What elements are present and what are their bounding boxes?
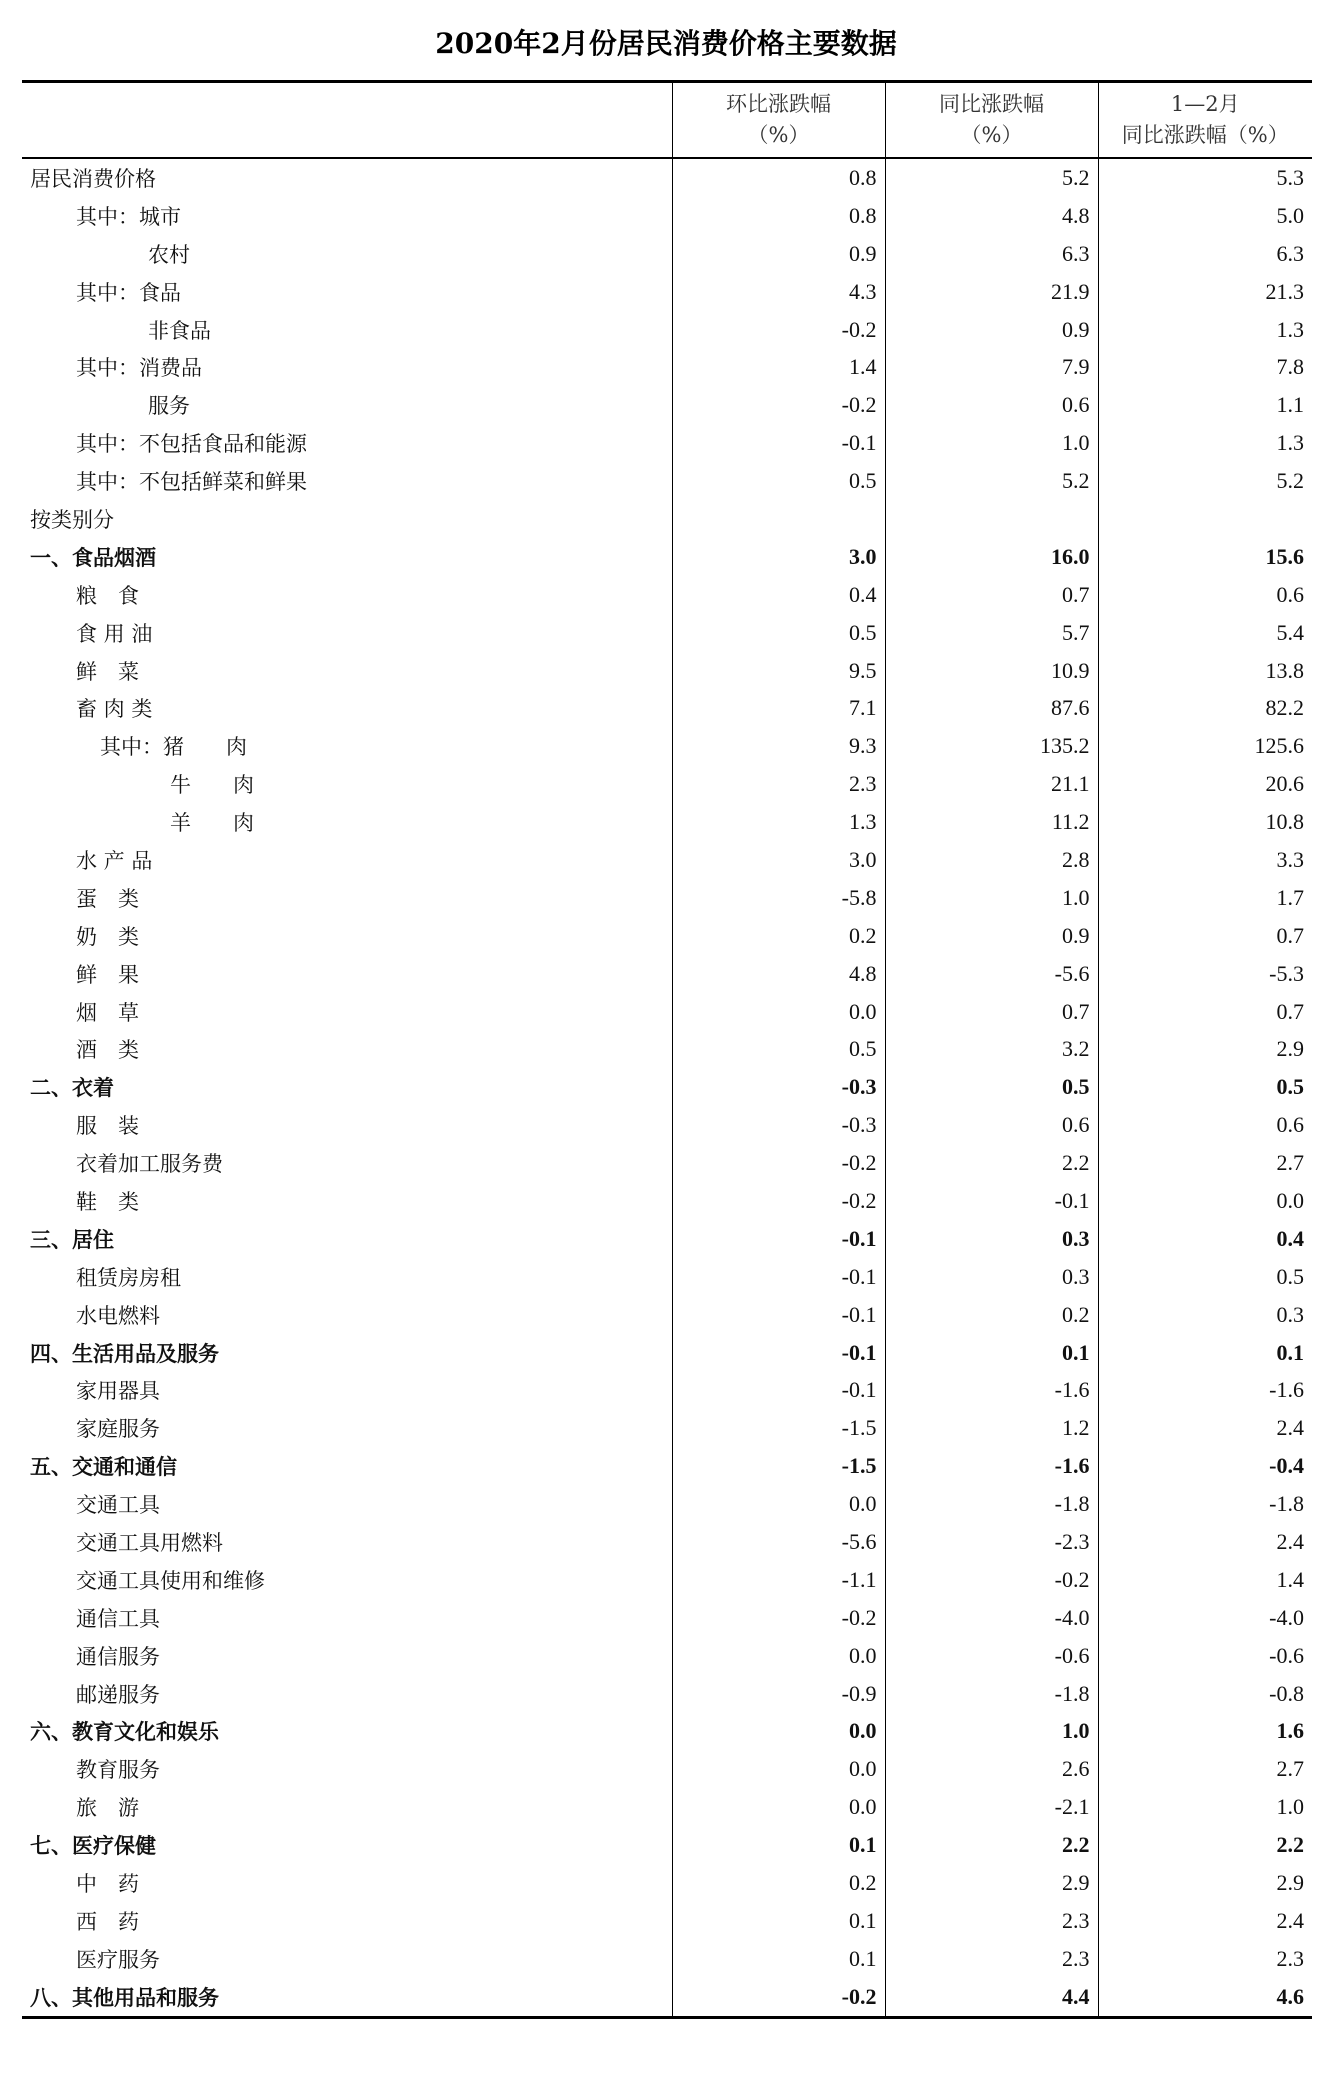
cell-mom: -5.6 (672, 1523, 885, 1561)
header-yoy (885, 82, 1098, 159)
table-row (22, 1940, 1312, 1978)
table-row (22, 386, 1312, 424)
table-row (22, 462, 1312, 500)
row-label: 非食品 (148, 318, 211, 343)
cell-ytd: -0.8 (1098, 1675, 1312, 1713)
cpi-table (22, 80, 1312, 2019)
cell-ytd: 5.2 (1098, 462, 1312, 500)
cell-yoy: 0.3 (885, 1220, 1098, 1258)
cell-yoy: 4.8 (885, 197, 1098, 235)
row-label: 八、其他用品和服务 (22, 1978, 672, 2017)
row-label: 烟 草 (76, 1000, 139, 1025)
row-label: 鞋 类 (76, 1189, 139, 1214)
cell-yoy: 135.2 (885, 727, 1098, 765)
cell-mom: -0.2 (672, 1978, 885, 2017)
cell-mom: -0.1 (672, 424, 885, 462)
cell-ytd: 2.3 (1098, 1940, 1312, 1978)
cell-ytd: 1.3 (1098, 311, 1312, 349)
table-row (22, 1864, 1312, 1902)
row-label: 衣着加工服务费 (76, 1152, 223, 1177)
cell-yoy: 87.6 (885, 689, 1098, 727)
table-row (22, 1485, 1312, 1523)
cell-yoy: 21.9 (885, 273, 1098, 311)
table-row (22, 1220, 1312, 1258)
table-row (22, 1750, 1312, 1788)
row-label: 鲜 菜 (76, 659, 139, 684)
cell-ytd: -1.6 (1098, 1372, 1312, 1410)
cell-yoy: -5.6 (885, 955, 1098, 993)
header-category (22, 82, 672, 159)
cell-ytd: -1.8 (1098, 1485, 1312, 1523)
cell-yoy: 0.9 (885, 917, 1098, 955)
row-label: 交通工具用燃料 (76, 1531, 223, 1555)
row-label: 家庭服务 (76, 1417, 160, 1442)
cell-mom: -0.1 (672, 1334, 885, 1372)
table-row (22, 727, 1312, 765)
header-yoy-label: 同比涨跌幅 (939, 92, 1044, 116)
row-label: 交通工具使用和维修 (76, 1568, 265, 1593)
cell-yoy: 21.1 (885, 765, 1098, 803)
cell-mom: 0.0 (672, 1713, 885, 1751)
cell-ytd: 2.7 (1098, 1144, 1312, 1182)
cell-yoy: -1.8 (885, 1675, 1098, 1713)
cell-yoy: -1.6 (885, 1372, 1098, 1410)
cell-mom: 0.4 (672, 576, 885, 614)
table-row (22, 1788, 1312, 1826)
cell-ytd: 1.7 (1098, 879, 1312, 917)
cell-yoy: 2.2 (885, 1826, 1098, 1864)
cell-ytd: 13.8 (1098, 652, 1312, 690)
row-label: 畜 肉 类 (76, 697, 153, 722)
cell-mom: 1.4 (672, 348, 885, 386)
cell-yoy: -0.6 (885, 1637, 1098, 1675)
row-label: 食 用 油 (76, 621, 153, 646)
table-row (22, 538, 1312, 576)
cell-ytd: 125.6 (1098, 727, 1312, 765)
cell-mom: 0.8 (672, 158, 885, 197)
header-ytd-period: 1—2月 (1170, 92, 1240, 116)
table-row (22, 1447, 1312, 1485)
cell-mom: -5.8 (672, 879, 885, 917)
cell-yoy: 16.0 (885, 538, 1098, 576)
cell-mom: -1.1 (672, 1561, 885, 1599)
row-label: 七、医疗保健 (30, 1833, 156, 1859)
row-label: 粮 食 (76, 583, 139, 608)
table-row (22, 1144, 1312, 1182)
cell-ytd: -0.6 (1098, 1637, 1312, 1675)
table-row (22, 1561, 1312, 1599)
table-row (22, 424, 1312, 462)
cell-yoy: 0.7 (885, 993, 1098, 1031)
row-label: 其中：食品 (76, 280, 181, 305)
cell-mom: 7.1 (672, 689, 885, 727)
row-label: 通信工具 (76, 1606, 160, 1631)
cell-ytd: 0.5 (1098, 1068, 1312, 1106)
cell-yoy: 1.0 (885, 424, 1098, 462)
cell-yoy: 0.7 (885, 576, 1098, 614)
row-label: 按类别分 (30, 507, 114, 532)
cell-mom: 3.0 (672, 841, 885, 879)
row-label: 家用器具 (76, 1379, 160, 1404)
cell-mom: -0.3 (672, 1106, 885, 1144)
cell-ytd: 2.9 (1098, 1864, 1312, 1902)
cell-mom: 2.3 (672, 765, 885, 803)
table-row (22, 917, 1312, 955)
table-row (22, 955, 1312, 993)
cell-mom (672, 500, 885, 538)
row-label: 水 产 品 (76, 848, 153, 873)
cell-ytd: 1.6 (1098, 1713, 1312, 1751)
cell-yoy: -1.8 (885, 1485, 1098, 1523)
cell-yoy: -2.3 (885, 1523, 1098, 1561)
cell-yoy: 5.2 (885, 158, 1098, 197)
table-row (22, 311, 1312, 349)
cell-ytd: 21.3 (1098, 273, 1312, 311)
cell-mom: 0.0 (672, 1637, 885, 1675)
table-row (22, 765, 1312, 803)
cell-mom: -0.2 (672, 386, 885, 424)
cell-yoy: 0.6 (885, 386, 1098, 424)
row-label: 蛋 类 (76, 886, 139, 911)
table-row (22, 1675, 1312, 1713)
cell-ytd: 1.4 (1098, 1561, 1312, 1599)
table-row (22, 1334, 1312, 1372)
cell-mom: 0.1 (672, 1940, 885, 1978)
cell-ytd: 6.3 (1098, 235, 1312, 273)
table-row (22, 1902, 1312, 1940)
cell-mom: 0.0 (672, 1750, 885, 1788)
table-row (22, 1713, 1312, 1751)
cell-mom: 1.3 (672, 803, 885, 841)
table-row (22, 158, 1312, 197)
table-row (22, 879, 1312, 917)
table-row (22, 841, 1312, 879)
cell-yoy: 2.6 (885, 1750, 1098, 1788)
cell-yoy: 6.3 (885, 235, 1098, 273)
table-row (22, 803, 1312, 841)
cell-yoy: 3.2 (885, 1030, 1098, 1068)
cell-yoy: 0.2 (885, 1296, 1098, 1334)
table-row (22, 1826, 1312, 1864)
cell-ytd: 0.7 (1098, 917, 1312, 955)
table-row (22, 576, 1312, 614)
cell-yoy: 4.4 (885, 1978, 1098, 2017)
cell-yoy: -0.2 (885, 1561, 1098, 1599)
cell-yoy: 10.9 (885, 652, 1098, 690)
cell-ytd: 1.1 (1098, 386, 1312, 424)
row-label: 其中：城市 (76, 204, 181, 229)
cell-mom: 0.5 (672, 1030, 885, 1068)
cell-mom: 4.8 (672, 955, 885, 993)
cell-ytd: 0.0 (1098, 1182, 1312, 1220)
cell-mom: -0.2 (672, 1144, 885, 1182)
cell-mom: -1.5 (672, 1409, 885, 1447)
row-label: 奶 类 (76, 924, 139, 949)
table-row (22, 1372, 1312, 1410)
cell-ytd: -4.0 (1098, 1599, 1312, 1637)
cell-ytd: 1.0 (1098, 1788, 1312, 1826)
cell-mom: 0.1 (672, 1826, 885, 1864)
row-label: 居民消费价格 (30, 166, 156, 191)
row-label: 牛 肉 (170, 773, 254, 798)
row-label: 租赁房房租 (76, 1265, 181, 1290)
cell-yoy: -2.1 (885, 1788, 1098, 1826)
cell-ytd: 0.6 (1098, 1106, 1312, 1144)
cell-yoy (885, 500, 1098, 538)
cell-ytd: 20.6 (1098, 765, 1312, 803)
cell-yoy: 5.2 (885, 462, 1098, 500)
cell-mom: -0.1 (672, 1372, 885, 1410)
header-yoy-unit: （%） (960, 123, 1023, 147)
table-row (22, 1258, 1312, 1296)
row-label: 旅 游 (76, 1796, 139, 1821)
table-row (22, 1523, 1312, 1561)
row-label: 农村 (148, 242, 190, 267)
cell-yoy: 11.2 (885, 803, 1098, 841)
cell-mom: 0.5 (672, 614, 885, 652)
table-row (22, 1182, 1312, 1220)
row-label: 其中：不包括鲜菜和鲜果 (76, 470, 307, 495)
cell-mom: -0.1 (672, 1258, 885, 1296)
cell-ytd: 2.4 (1098, 1523, 1312, 1561)
row-label: 四、生活用品及服务 (30, 1340, 219, 1366)
row-label: 邮递服务 (76, 1682, 160, 1707)
row-label: 鲜 果 (76, 962, 139, 987)
cell-yoy: 1.0 (885, 879, 1098, 917)
cell-yoy: 1.0 (885, 1713, 1098, 1751)
row-label: 医疗服务 (76, 1947, 160, 1972)
row-label: 五、交通和通信 (30, 1454, 177, 1480)
cell-ytd: 0.6 (1098, 576, 1312, 614)
cell-ytd: 2.7 (1098, 1750, 1312, 1788)
table-row (22, 614, 1312, 652)
cell-yoy: -4.0 (885, 1599, 1098, 1637)
header-mom-label: 环比涨跌幅 (726, 92, 831, 116)
table-row (22, 197, 1312, 235)
cell-ytd: 15.6 (1098, 538, 1312, 576)
cell-ytd: 4.6 (1098, 1978, 1312, 2017)
cell-mom: -0.2 (672, 311, 885, 349)
table-row (22, 1068, 1312, 1106)
cell-yoy: 1.2 (885, 1409, 1098, 1447)
cell-ytd: -5.3 (1098, 955, 1312, 993)
table-row (22, 1296, 1312, 1334)
cell-yoy: 0.1 (885, 1334, 1098, 1372)
cell-ytd: 7.8 (1098, 348, 1312, 386)
header-mom-unit: （%） (747, 123, 810, 147)
table-row (22, 1409, 1312, 1447)
table-row (22, 689, 1312, 727)
cell-mom: -0.2 (672, 1182, 885, 1220)
cpi-table-container (22, 80, 1312, 2019)
cell-mom: 0.0 (672, 1485, 885, 1523)
cell-ytd: 0.7 (1098, 993, 1312, 1031)
cell-yoy: 0.5 (885, 1068, 1098, 1106)
cell-mom: 0.0 (672, 1788, 885, 1826)
table-row (22, 993, 1312, 1031)
row-label: 酒 类 (76, 1038, 139, 1063)
cell-mom: 0.8 (672, 197, 885, 235)
row-label: 服务 (148, 394, 190, 419)
cell-mom: 9.3 (672, 727, 885, 765)
table-row (22, 348, 1312, 386)
page-title: 2020年2月份居民消费价格主要数据 (435, 27, 897, 60)
table-header (22, 82, 1312, 159)
cell-ytd: 5.0 (1098, 197, 1312, 235)
row-label: 中 药 (76, 1872, 139, 1897)
cell-yoy: 7.9 (885, 348, 1098, 386)
cell-mom: -0.9 (672, 1675, 885, 1713)
cell-mom: 9.5 (672, 652, 885, 690)
cell-mom: 4.3 (672, 273, 885, 311)
cell-ytd: 0.1 (1098, 1334, 1312, 1372)
cell-mom: -0.1 (672, 1296, 885, 1334)
cell-mom: 0.2 (672, 1864, 885, 1902)
row-label: 水电燃料 (76, 1303, 160, 1328)
cell-mom: -0.3 (672, 1068, 885, 1106)
table-row (22, 500, 1312, 538)
header-ytd (1098, 82, 1312, 159)
cell-ytd: 3.3 (1098, 841, 1312, 879)
cell-ytd: 2.4 (1098, 1902, 1312, 1940)
cell-yoy: 0.9 (885, 311, 1098, 349)
cell-yoy: 0.6 (885, 1106, 1098, 1144)
cell-yoy: 0.3 (885, 1258, 1098, 1296)
table-row (22, 1637, 1312, 1675)
header-row (22, 82, 1312, 159)
cell-yoy: -0.1 (885, 1182, 1098, 1220)
table-row (22, 1106, 1312, 1144)
cell-ytd: 2.9 (1098, 1030, 1312, 1068)
row-label: 羊 肉 (170, 811, 254, 836)
header-ytd-label: 同比涨跌幅（%） (1121, 123, 1289, 147)
cell-ytd: 5.3 (1098, 158, 1312, 197)
cell-ytd: 82.2 (1098, 689, 1312, 727)
row-label: 其中：猪 肉 (100, 735, 247, 760)
row-label: 一、食品烟酒 (30, 544, 156, 570)
table-row (22, 235, 1312, 273)
cell-ytd: 0.3 (1098, 1296, 1312, 1334)
row-label: 其中：消费品 (76, 356, 202, 381)
cell-yoy: 5.7 (885, 614, 1098, 652)
table-body (22, 158, 1312, 2017)
cell-mom: -1.5 (672, 1447, 885, 1485)
table-row (22, 1978, 1312, 2017)
cell-ytd: 5.4 (1098, 614, 1312, 652)
table-row (22, 1599, 1312, 1637)
cell-ytd: 10.8 (1098, 803, 1312, 841)
cell-yoy: 2.3 (885, 1902, 1098, 1940)
row-label: 西 药 (76, 1909, 139, 1934)
cell-yoy: 2.9 (885, 1864, 1098, 1902)
cell-ytd: 0.4 (1098, 1220, 1312, 1258)
cell-mom: 0.9 (672, 235, 885, 273)
cell-mom: -0.2 (672, 1599, 885, 1637)
table-row (22, 652, 1312, 690)
header-mom (672, 82, 885, 159)
cell-yoy: -1.6 (885, 1447, 1098, 1485)
row-label: 交通工具 (76, 1493, 160, 1518)
cell-yoy: 2.3 (885, 1940, 1098, 1978)
row-label: 服 装 (76, 1114, 139, 1139)
cell-ytd: 0.5 (1098, 1258, 1312, 1296)
cell-ytd (1098, 500, 1312, 538)
row-label: 教育服务 (76, 1758, 160, 1783)
cell-mom: 3.0 (672, 538, 885, 576)
cell-mom: -0.1 (672, 1220, 885, 1258)
cell-ytd: 2.4 (1098, 1409, 1312, 1447)
row-label: 六、教育文化和娱乐 (30, 1719, 219, 1745)
cell-ytd: 1.3 (1098, 424, 1312, 462)
row-label: 通信服务 (76, 1644, 160, 1669)
row-label: 其中：不包括食品和能源 (76, 432, 307, 457)
row-label: 二、衣着 (30, 1075, 114, 1101)
cell-ytd: 2.2 (1098, 1826, 1312, 1864)
cell-mom: 0.2 (672, 917, 885, 955)
cell-ytd: -0.4 (1098, 1447, 1312, 1485)
cell-mom: 0.1 (672, 1902, 885, 1940)
row-label: 三、居住 (30, 1226, 114, 1252)
cell-yoy: 2.8 (885, 841, 1098, 879)
cell-mom: 0.0 (672, 993, 885, 1031)
table-row (22, 273, 1312, 311)
cell-mom: 0.5 (672, 462, 885, 500)
cell-yoy: 2.2 (885, 1144, 1098, 1182)
table-row (22, 1030, 1312, 1068)
